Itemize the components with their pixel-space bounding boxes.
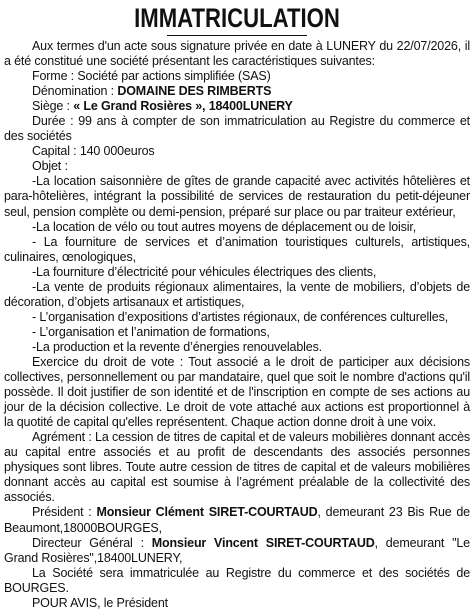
- siege-line: [4, 99, 470, 114]
- notice-body: [4, 39, 470, 611]
- objet-item: -La fourniture d’électricité pour véhicules électriques des clients,: [32, 264, 377, 279]
- objet-item: - La fourniture de services et d’animation touristiques culturels, artistiques, culinaires, œnologiques,: [4, 234, 470, 264]
- intro-paragraph: Aux termes d'un acte sous signature privée en date à LUNERY du 22/07/2026, il a été constitué une société présentant les caractéristiques suivantes:: [4, 39, 470, 69]
- objet-item: -La location de vélo ou tout autres moyens de déplacement ou de loisir,: [32, 219, 417, 234]
- objet-item: -La vente de produits régionaux alimentaires, la vente de mobiliers, d’objets de décoration, d’objets artisanaux et artistiques,: [4, 279, 470, 309]
- president-address: , demeurant 23 Bis Rue de Beaumont,18000BOURGES,: [4, 505, 470, 535]
- siege-value: « Le Grand Rosières », 18400LUNERY: [73, 99, 293, 114]
- objet-item: -La location saisonnière de gîtes de grande capacité avec activités hôtelières et para-hôtelières, intégrant la possibilité de services de restauration du petit-déjeuner seul, pension complète ou demi-pension, préparé sur place ou par traiteur extérieur,: [4, 174, 470, 219]
- president-name: Monsieur Clément SIRET-COURTAUD: [96, 505, 318, 520]
- objet-heading: Objet :: [32, 159, 68, 174]
- president-line: [4, 505, 470, 535]
- duree-line: Durée : 99 ans à compter de son immatriculation au Registre du commerce et des sociétés: [4, 114, 470, 144]
- dg-name: Monsieur Vincent SIRET-COURTAUD: [151, 535, 375, 550]
- immatriculation-paragraph: La Société sera immatriculée au Registre du commerce et des sociétés de BOURGES.: [4, 565, 470, 595]
- dg-address: , demeurant "Le Grand Rosières",18400LUNERY,: [4, 535, 470, 565]
- objet-item: - L’organisation et l’animation de formations,: [32, 324, 270, 339]
- agrement-paragraph: Agrément : La cession de titres de capital et de valeurs mobilières donnant accès au capital entre associés et au profit de descendants des associés personnes physiques sont libres. Toute autre cession de titres de capital et de valeurs mobilières donnant accès au capital est soumise à l’agrément préalable de la collectivité des associés.: [4, 430, 470, 505]
- dg-line: [4, 536, 470, 566]
- title-underline: [167, 35, 307, 36]
- dg-label: Directeur Général :: [32, 535, 152, 550]
- president-label: Président :: [32, 505, 97, 520]
- forme-line: Forme : Société par actions simplifiée (SAS): [32, 69, 271, 84]
- vote-paragraph: Exercice du droit de vote : Tout associé a le droit de participer aux décisions collectives, personnellement ou par mandataire, quel que soit le nombre d'actions qu'il possède. Il doit justifier de son identité et de l'inscription en compte de ses actions au jour de la décision collective. Le droit de vote attaché aux actions est proportionnel à la quotité de capital qu'elles représentent. Chaque action donne droit à une voix.: [4, 354, 470, 430]
- notice-title: IMMATRICULATION: [134, 3, 340, 33]
- denomination-value: DOMAINE DES RIMBERTS: [117, 84, 272, 99]
- denomination-line: [4, 84, 470, 99]
- objet-item: - L’organisation d’expositions d’artistes régionaux, de conférences culturelles,: [32, 309, 449, 324]
- siege-label: Siège :: [32, 99, 74, 114]
- denomination-label: Dénomination :: [32, 84, 118, 99]
- capital-line: Capital : 140 000euros: [32, 144, 155, 159]
- objet-item: -La production et la revente d’énergies renouvelables.: [32, 339, 323, 354]
- signature-line: POUR AVIS, le Président: [32, 595, 168, 610]
